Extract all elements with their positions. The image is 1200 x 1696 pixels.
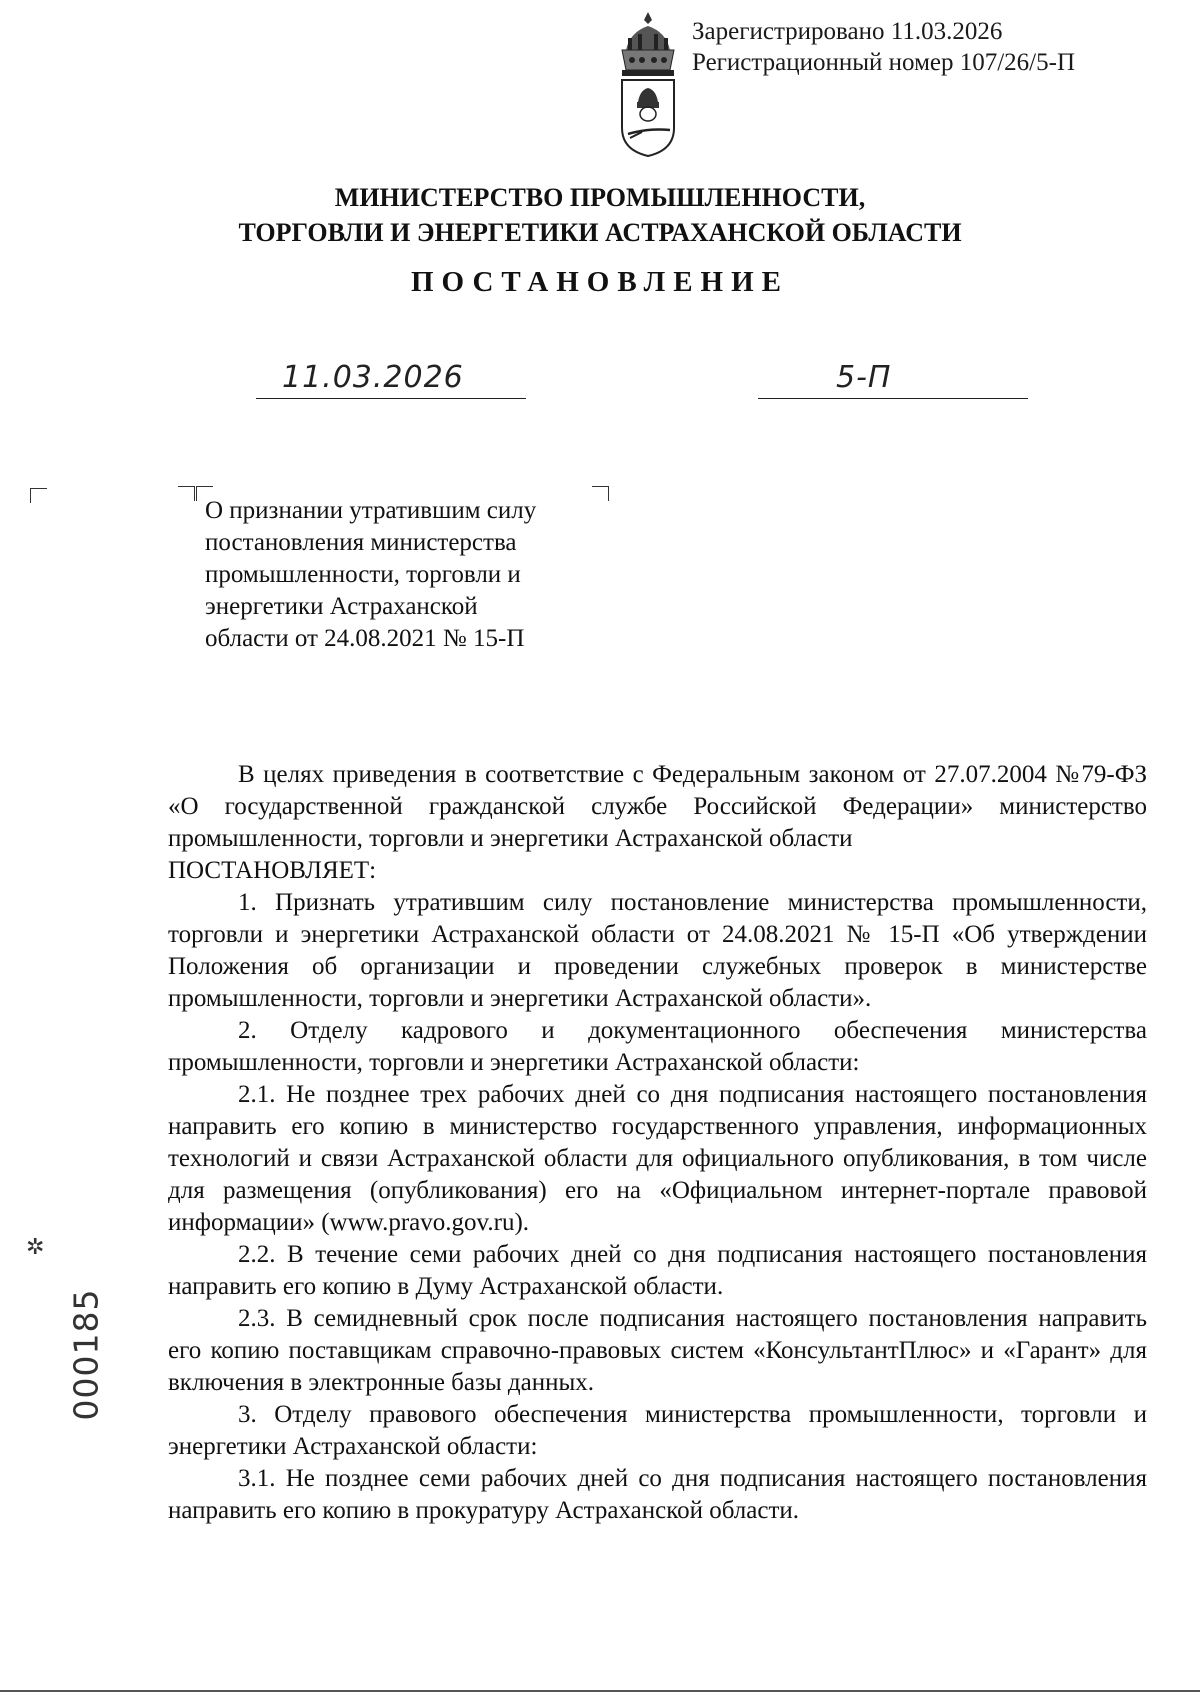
document-number: 5-П	[836, 360, 892, 395]
paragraph-2-2: 2.2. В течение семи рабочих дней со дня подписания настоящего постановления направить его копию в Думу Астраханской области.	[168, 1241, 1147, 1300]
paragraph-3-1: 3.1. Не позднее семи рабочих дней со дня подписания настоящего постановления направить его копию в прокуратуру Астраханской области.	[168, 1465, 1147, 1524]
ministry-name-line2: ТОРГОВЛИ И ЭНЕРГЕТИКИ АСТРАХАНСКОЙ ОБЛАСТИ	[238, 218, 962, 247]
paragraph-3: 3. Отделу правового обеспечения министерства промышленности, торговли и энергетики Астраханской области:	[168, 1401, 1147, 1460]
subject-line: промышленности, торговли и	[205, 561, 521, 588]
subject-line: постановления министерства	[205, 529, 517, 556]
document-type: ПОСТАНОВЛЕНИЕ	[410, 266, 789, 298]
subject-line: энергетики Астраханской	[205, 593, 478, 620]
registration-date: Зарегистрировано 11.03.2026	[692, 18, 1003, 45]
document-subject	[205, 495, 605, 655]
resolves-heading: ПОСТАНОВЛЯЕТ:	[168, 857, 377, 884]
subject-line: области от 24.08.2021 № 15-П	[205, 625, 525, 652]
bottom-rule	[0, 1690, 1200, 1692]
astrakhan-coat-of-arms-icon	[612, 10, 684, 160]
number-underline	[758, 398, 1028, 399]
margin-serial-number: 000185	[66, 1288, 106, 1421]
registration-stamp	[692, 16, 1075, 78]
document-body	[168, 759, 1147, 1527]
paragraph-2: 2. Отделу кадрового и документационного обеспечения министерства промышленности, торговли и энергетики Астраханской области:	[168, 1017, 1147, 1076]
paragraph-1: 1. Признать утратившим силу постановление министерства промышленности, торговли и энергетики Астраханской области от 24.08.2021 № 15-П «Об утверждении Положения об организации и проведении служебных проверок в министерстве промышленности, торговли и энергетики Астраханской области».	[168, 889, 1147, 1012]
registration-number: Регистрационный номер 107/26/5-П	[692, 49, 1076, 76]
preamble-paragraph: В целях приведения в соответствие с Федеральным законом от 27.07.2004 №79-ФЗ «О государственной гражданской службе Российской Федерации» министерство промышленности, торговли и энергетики Астраханской области	[168, 761, 1147, 852]
subject-line: О признании утратившим силу	[205, 497, 537, 524]
left-corner-mark	[30, 488, 47, 503]
subject-corner-mark-a	[178, 486, 195, 501]
paragraph-2-1: 2.1. Не позднее трех рабочих дней со дня подписания настоящего постановления направить его копию в министерство государственного управления, информационных технологий и связи Астраханской области для официального опубликования, в том числе для размещения (опубликования) его на «Официальном интернет-портале правовой информации» (www.pravo.gov.ru).	[168, 1081, 1147, 1236]
ministry-name	[0, 180, 1200, 250]
date-underline	[256, 398, 526, 399]
paragraph-2-3: 2.3. В семидневный срок после подписания настоящего постановления направить его копию поставщикам справочно-правовых систем «КонсультантПлюс» и «Гарант» для включения в электронные базы данных.	[168, 1305, 1147, 1396]
ministry-name-line1: МИНИСТЕРСТВО ПРОМЫШЛЕННОСТИ,	[334, 183, 866, 212]
document-date: 11.03.2026	[282, 360, 464, 395]
margin-mark: ✲	[26, 1234, 45, 1259]
